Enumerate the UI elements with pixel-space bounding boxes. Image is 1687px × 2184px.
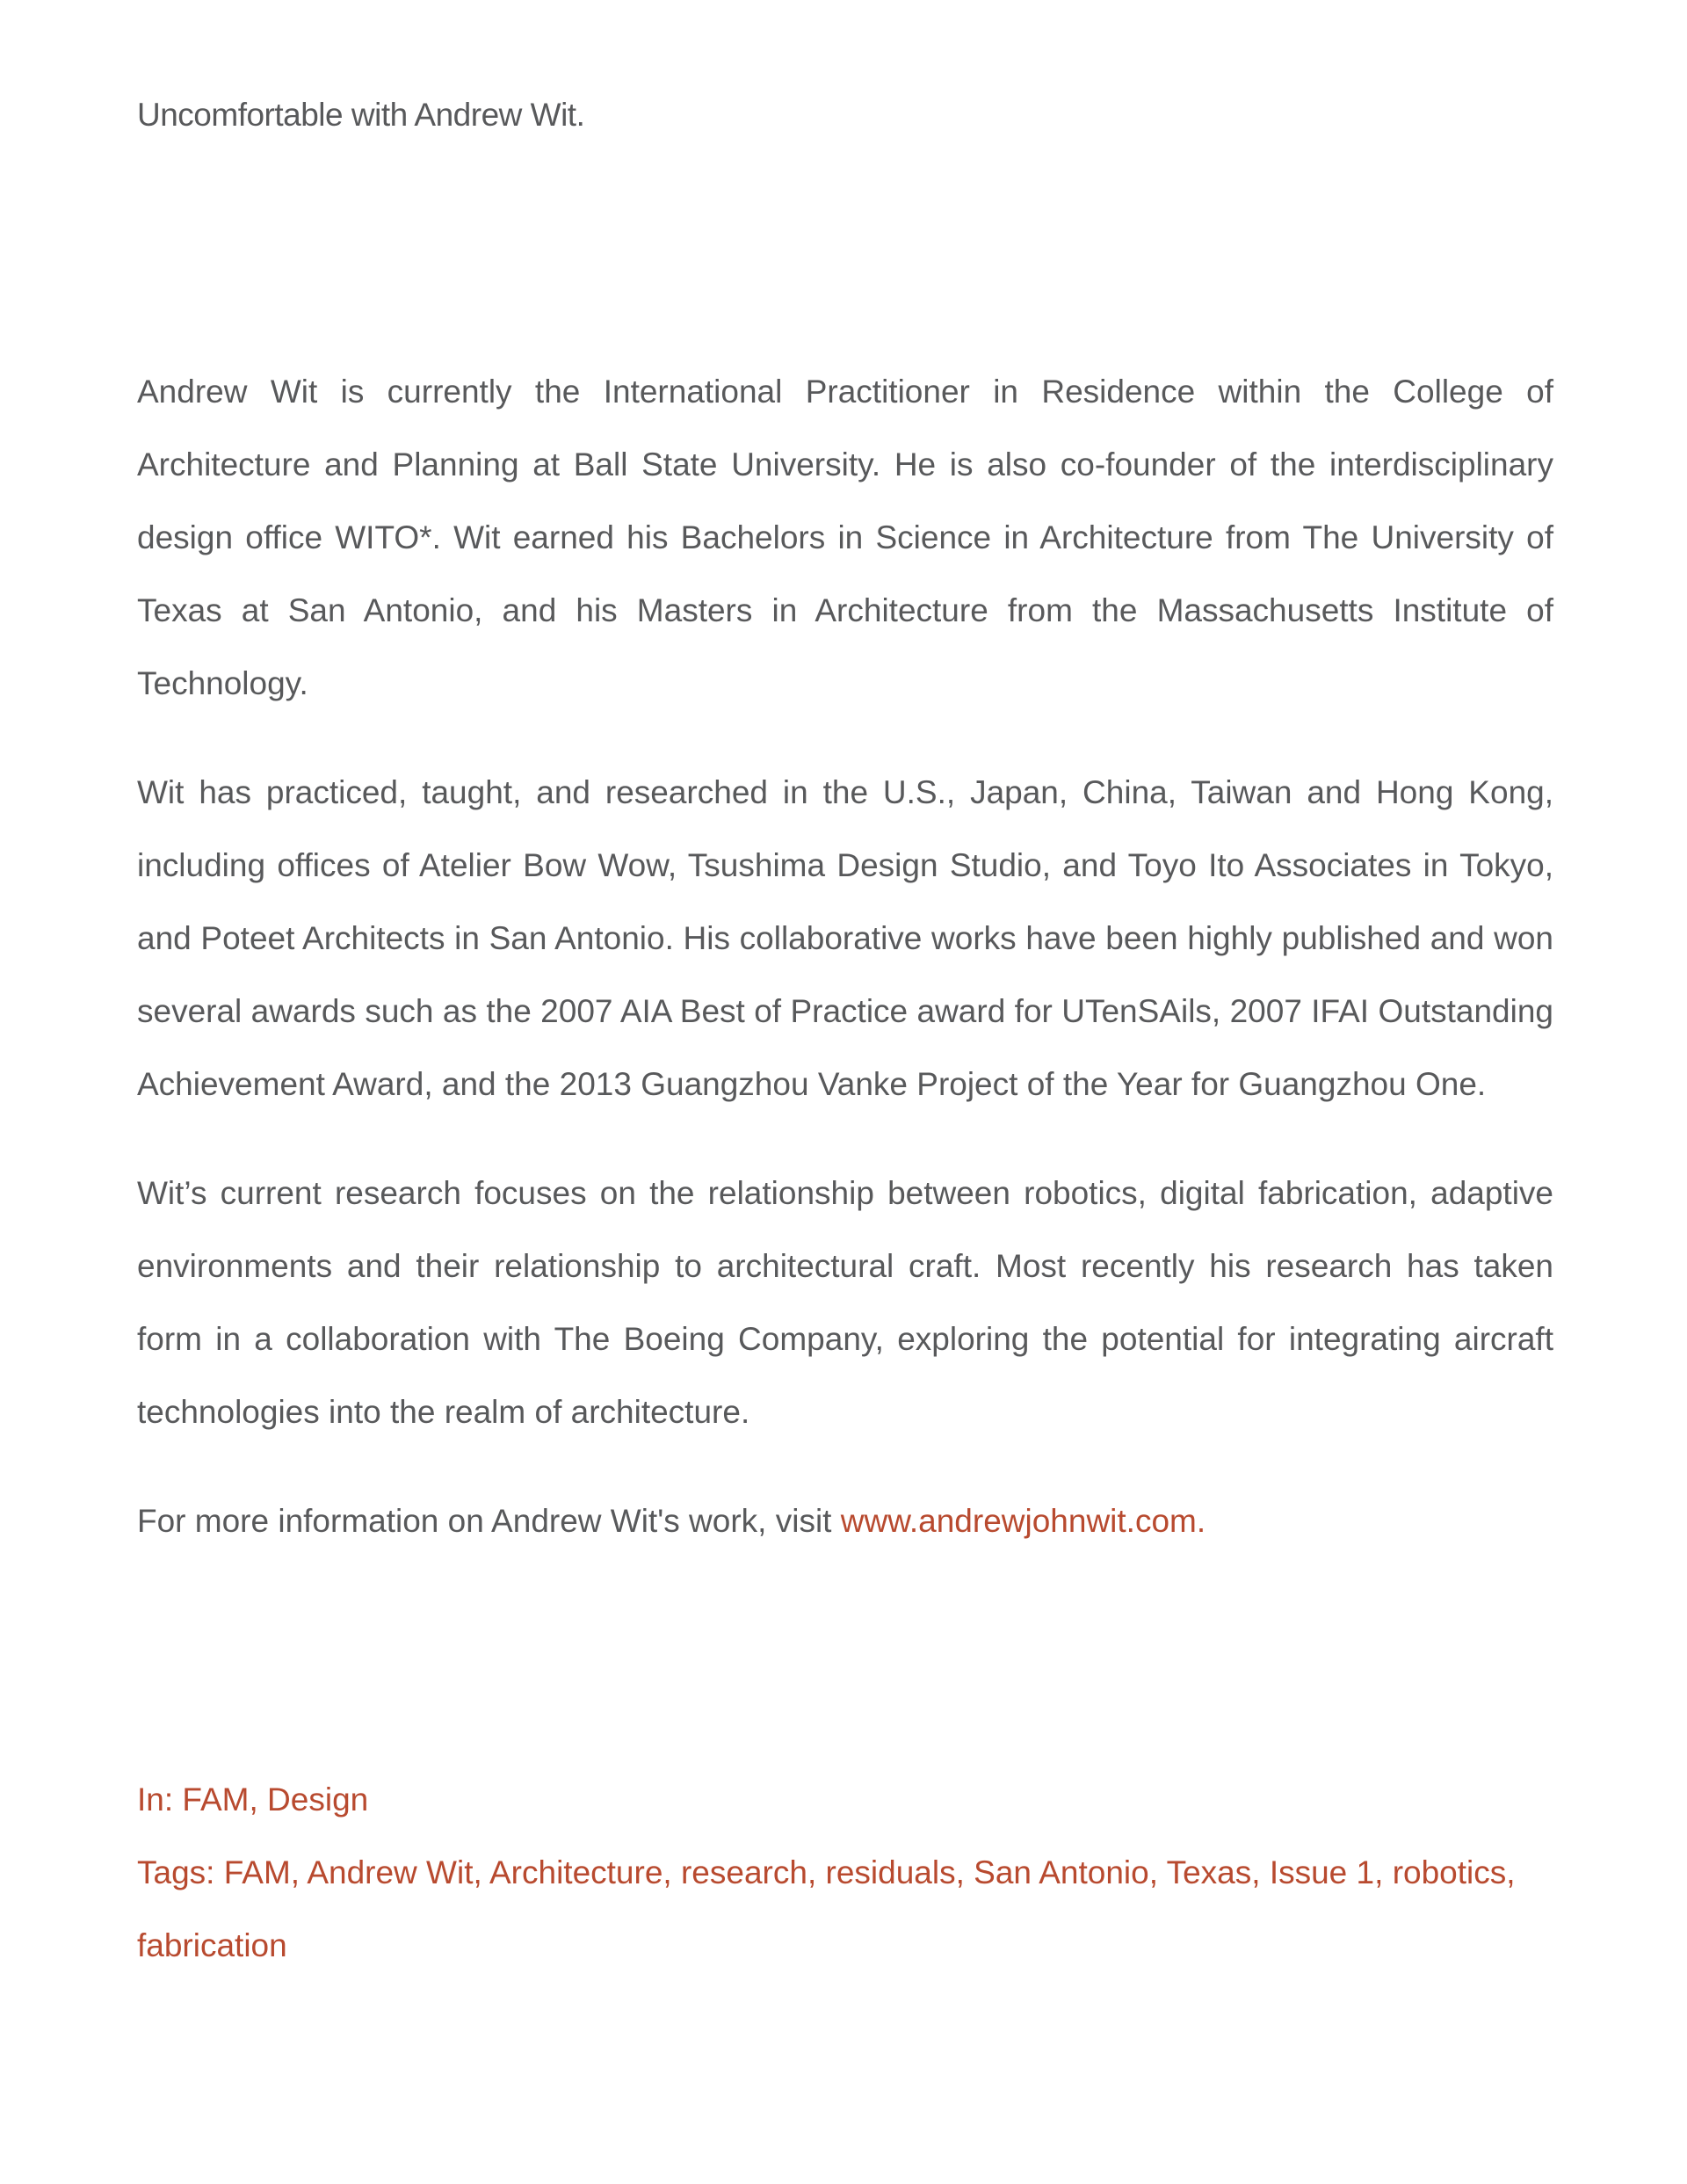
paragraph-bio: Andrew Wit is currently the International Practitioner in Residence within the College of Architecture and Planning at Ball State University. He is also co-founder of the interdisciplinary design office WITO*. Wit earned his Bachelors in Science in Architecture from The University of Texas at San Antonio, and his Masters in Architecture from the Massachusetts Institute of Technology. (137, 374, 1553, 701)
tags-line (137, 1836, 1553, 1982)
more-info-prefix: For more information on Andrew Wit's work, visit (137, 1503, 841, 1539)
paragraph-practice: Wit has practiced, taught, and researched in the U.S., Japan, China, Taiwan and Hong Kong, including offices of Atelier Bow Wow, Tsushima Design Studio, and Toyo Ito Associates in Tokyo, and Poteet Architects in San Antonio. His collaborative works have been highly published and won several awards such as the 2007 AIA Best of Practice award for UTenSAils, 2007 IFAI Outstanding Achievement Award, and the 2013 Guangzhou Vanke Project of the Year for Guangzhou One. (137, 774, 1553, 1102)
categories-list: FAM, Design (182, 1781, 369, 1818)
category-link[interactable]: FAM (182, 1781, 250, 1818)
document-title: Uncomfortable with Andrew Wit. (137, 97, 585, 133)
document-body (137, 355, 1553, 1593)
tag-link[interactable]: Architecture (489, 1854, 663, 1890)
tag-link[interactable]: Texas (1166, 1854, 1252, 1890)
website-link[interactable]: www.andrewjohnwit.com. (840, 1503, 1206, 1539)
more-info-line (137, 1484, 1553, 1557)
paragraph-research: Wit’s current research focuses on the relationship between robotics, digital fabrication, adaptive environments and their relationship to architectural craft. Most recently his research has taken form in a collaboration with The Boeing Company, exploring the potential for integrating aircraft technologies into the realm of architecture. (137, 1175, 1553, 1430)
tags-label: Tags: (137, 1854, 224, 1890)
tag-link[interactable]: fabrication (137, 1927, 287, 1963)
tag-link[interactable]: robotics (1392, 1854, 1507, 1890)
tag-link[interactable]: residuals (825, 1854, 956, 1890)
tag-link[interactable]: Issue 1 (1269, 1854, 1375, 1890)
tag-link[interactable]: San Antonio (974, 1854, 1149, 1890)
tag-link[interactable]: Andrew Wit (307, 1854, 474, 1890)
tags-list: FAM, Andrew Wit, Architecture, research, residuals, San Antonio, Texas, Issue 1, robotics, fabrication (137, 1854, 1516, 1963)
post-meta (137, 1763, 1553, 1982)
categories-label: In: (137, 1781, 183, 1818)
tag-link[interactable]: research (680, 1854, 807, 1890)
categories-line (137, 1763, 1553, 1836)
category-link[interactable]: Design (267, 1781, 369, 1818)
tag-link[interactable]: FAM (223, 1854, 291, 1890)
